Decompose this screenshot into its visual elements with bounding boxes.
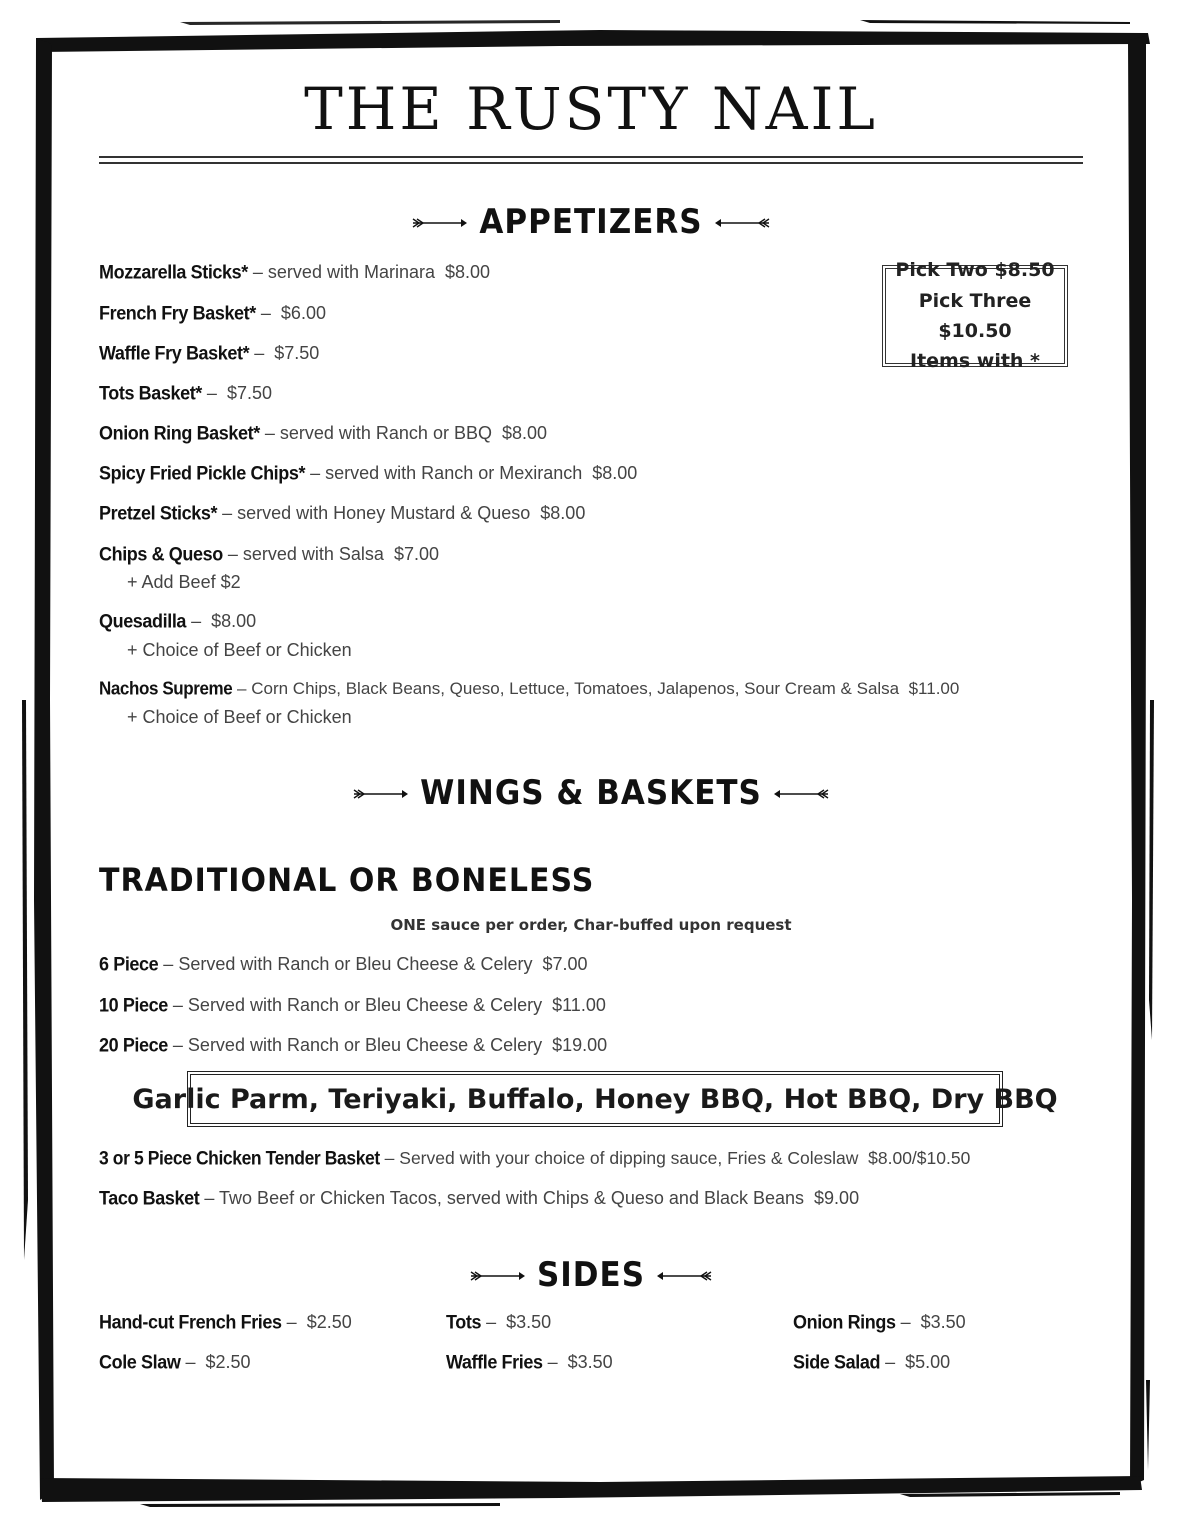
side-item: Waffle Fries – $3.50 <box>446 1350 613 1373</box>
arrow-left-icon <box>774 788 830 800</box>
menu-item: 3 or 5 Piece Chicken Tender Basket – Served with your choice of dipping sauce, Fries & Coleslaw $8.00/$10.50 <box>99 1146 971 1169</box>
combo-deal-box <box>882 259 1068 373</box>
menu-item: Spicy Fried Pickle Chips* – served with Ranch or Mexiranch $8.00 <box>99 461 638 484</box>
side-item: Hand-cut French Fries – $2.50 <box>99 1310 352 1333</box>
menu-item: Tots Basket* – $7.50 <box>99 381 272 404</box>
menu-item-addon: + Choice of Beef or Chicken <box>127 707 352 727</box>
menu-item: Quesadilla – $8.00 <box>99 609 257 632</box>
menu-content <box>99 0 1089 1534</box>
side-item: Tots – $3.50 <box>446 1310 552 1333</box>
side-item: Onion Rings – $3.50 <box>793 1310 966 1333</box>
sides-heading <box>99 1255 1083 1295</box>
menu-item: 6 Piece – Served with Ranch or Bleu Cheese & Celery $7.00 <box>99 952 588 975</box>
wings-heading <box>99 773 1083 813</box>
menu-item: Onion Ring Basket* – served with Ranch or BBQ $8.00 <box>99 421 548 444</box>
appetizers-heading <box>99 202 1083 242</box>
appetizers-title: APPETIZERS <box>479 202 703 242</box>
side-item: Cole Slaw – $2.50 <box>99 1350 251 1373</box>
title-rule-top <box>99 156 1083 158</box>
menu-item: Chips & Queso – served with Salsa $7.00 <box>99 542 440 565</box>
restaurant-title: THE RUSTY NAIL <box>304 75 878 143</box>
arrow-left-icon <box>657 1270 713 1282</box>
menu-item: 10 Piece – Served with Ranch or Bleu Cheese & Celery $11.00 <box>99 993 606 1016</box>
menu-item: 20 Piece – Served with Ranch or Bleu Cheese & Celery $19.00 <box>99 1033 608 1056</box>
arrow-right-icon <box>411 217 467 229</box>
menu-item: Mozzarella Sticks* – served with Marinara $8.00 <box>99 260 491 283</box>
combo-line-3: Items with * <box>910 350 1040 373</box>
arrow-right-icon <box>352 788 408 800</box>
menu-item: Nachos Supreme – Corn Chips, Black Beans, Queso, Lettuce, Tomatoes, Jalapenos, Sour Cream & Salsa $11.00 <box>99 678 960 699</box>
combo-line-2: Pick Three $10.50 <box>918 289 1032 342</box>
sauce-options-box: Garlic Parm, Teriyaki, Buffalo, Honey BBQ, Hot BBQ, Dry BBQ <box>187 1071 1003 1127</box>
wings-subheading: TRADITIONAL OR BONELESS <box>99 862 595 900</box>
menu-item: Waffle Fry Basket* – $7.50 <box>99 341 320 364</box>
arrow-right-icon <box>469 1270 525 1282</box>
menu-item: French Fry Basket* – $6.00 <box>99 301 326 324</box>
sauce-note: ONE sauce per order, Char-buffed upon request <box>390 916 792 934</box>
side-item: Side Salad – $5.00 <box>793 1350 951 1373</box>
menu-item-addon: + Add Beef $2 <box>127 572 241 592</box>
combo-line-1: Pick Two $8.50 <box>895 259 1055 282</box>
menu-item-addon: + Choice of Beef or Chicken <box>127 640 352 660</box>
sides-title: SIDES <box>536 1255 646 1295</box>
wings-title: WINGS & BASKETS <box>420 773 762 813</box>
menu-item: Taco Basket – Two Beef or Chicken Tacos, served with Chips & Queso and Black Beans $9.00 <box>99 1186 860 1209</box>
arrow-left-icon <box>715 217 771 229</box>
title-rule-bottom <box>99 162 1083 164</box>
menu-item: Pretzel Sticks* – served with Honey Mustard & Queso $8.00 <box>99 501 586 524</box>
